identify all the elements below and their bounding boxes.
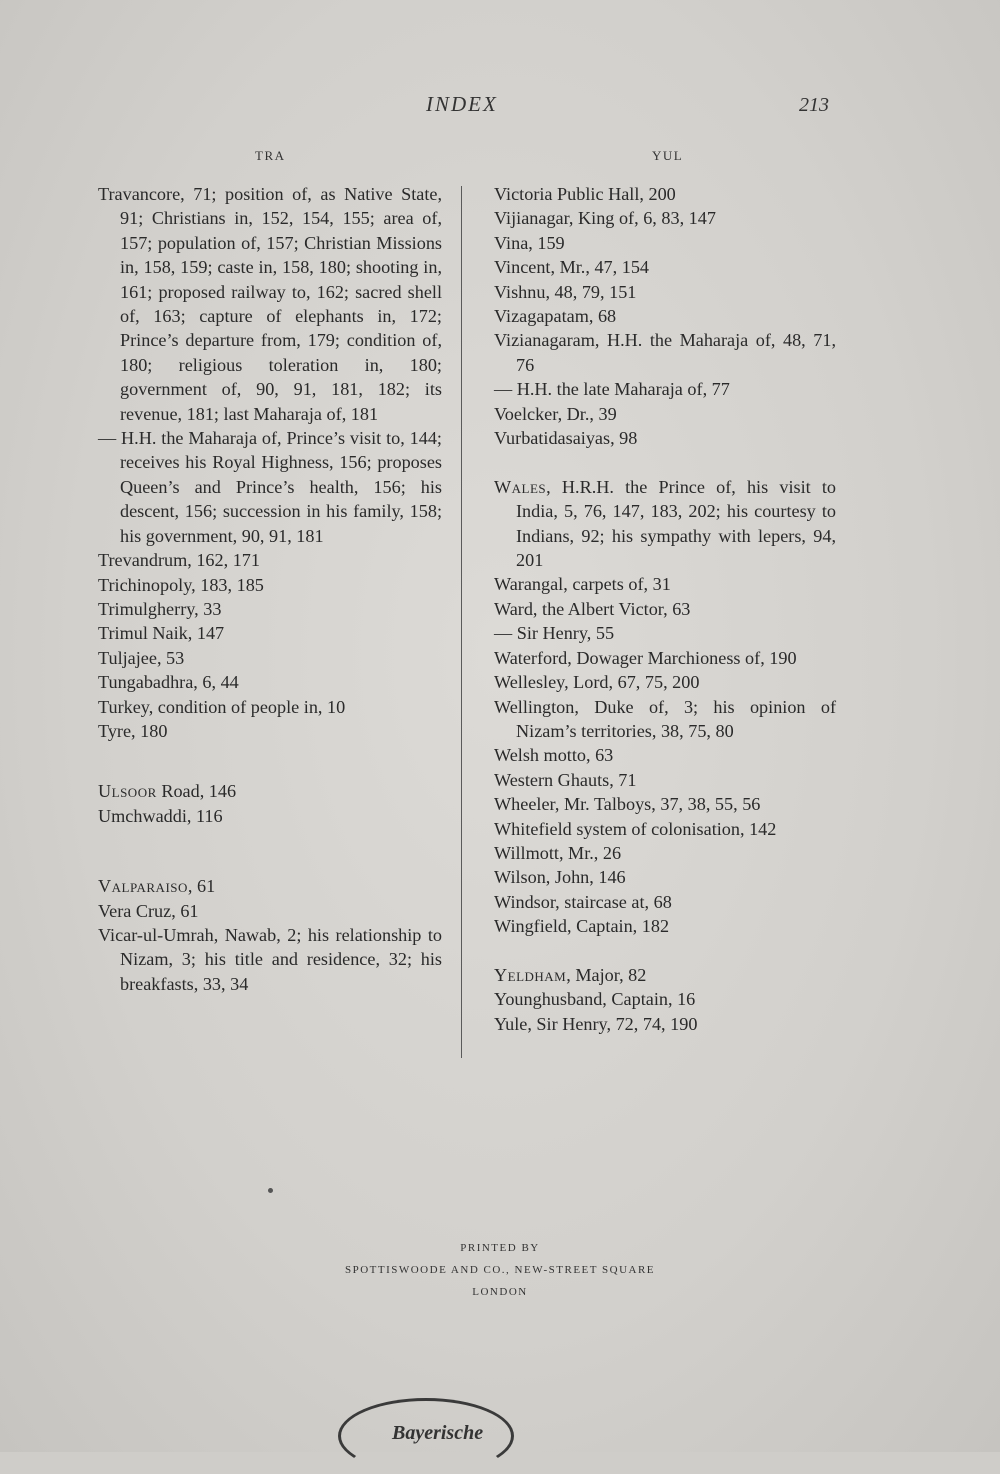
running-head bbox=[0, 92, 1000, 122]
index-entry: Vizianagaram, H.H. the Maharaja of, 48, 71, 76 bbox=[494, 330, 836, 375]
library-stamp-text: Bayerische bbox=[392, 1422, 484, 1444]
index-entry: Wellesley, Lord, 67, 75, 200 bbox=[494, 672, 700, 693]
entry-text: Road, 146 bbox=[156, 781, 237, 802]
ink-speck bbox=[268, 1188, 273, 1193]
index-entry: Wheeler, Mr. Talboys, 37, 38, 55, 56 bbox=[494, 794, 761, 815]
index-entry: — H.H. the late Maharaja of, 77 bbox=[494, 379, 730, 400]
index-entry: Welsh motto, 63 bbox=[494, 745, 614, 766]
index-entry: Umchwaddi, 116 bbox=[98, 805, 223, 826]
index-entry: Vina, 159 bbox=[494, 232, 565, 253]
index-entry bbox=[98, 874, 442, 898]
entry-text: , Major, 82 bbox=[566, 964, 647, 985]
index-entry: Yule, Sir Henry, 72, 74, 190 bbox=[494, 1013, 698, 1034]
imprint-line-2: SPOTTISWOODE AND CO., NEW-STREET SQUARE bbox=[344, 1264, 656, 1276]
letter-lead-word: Yeldham bbox=[494, 964, 567, 985]
index-entry bbox=[98, 779, 442, 803]
letter-lead-word: Ulsoor bbox=[98, 781, 157, 802]
index-entry: Whitefield system of colonisation, 142 bbox=[494, 818, 777, 839]
left-guide-word: TRA bbox=[255, 148, 286, 163]
index-entry: Younghusband, Captain, 16 bbox=[494, 989, 696, 1010]
index-entry: Vera Cruz, 61 bbox=[98, 900, 199, 921]
right-index-column bbox=[494, 182, 836, 1036]
right-guide-word: YUL bbox=[652, 148, 684, 163]
page-number: 213 bbox=[799, 94, 829, 116]
index-entry: Trimul Naik, 147 bbox=[98, 623, 225, 644]
index-entry: Wellington, Duke of, 3; his opinion of Nizam’s territories, 38, 75, 80 bbox=[494, 696, 836, 741]
index-entry: Windsor, staircase at, 68 bbox=[494, 891, 672, 912]
index-entry bbox=[494, 475, 836, 573]
index-entry: Wingfield, Captain, 182 bbox=[494, 916, 670, 937]
letter-lead-word: Valparaiso bbox=[98, 876, 188, 897]
index-entry: Waterford, Dowager Marchioness of, 190 bbox=[494, 647, 797, 668]
imprint-line-1: PRINTED BY bbox=[460, 1242, 540, 1254]
letter-gap bbox=[494, 939, 836, 963]
left-index-column bbox=[98, 182, 442, 996]
index-entry: Vijianagar, King of, 6, 83, 147 bbox=[494, 208, 716, 229]
index-entry: Willmott, Mr., 26 bbox=[494, 842, 622, 863]
index-entry: Vicar-ul-Umrah, Nawab, 2; his relationship to Nizam, 3; his title and residence, 32; his breakfasts, 33, 34 bbox=[98, 924, 442, 994]
index-entry: Warangal, carpets of, 31 bbox=[494, 574, 671, 595]
index-entry: Wilson, John, 146 bbox=[494, 867, 626, 888]
index-entry: Ward, the Albert Victor, 63 bbox=[494, 598, 691, 619]
index-entry: Vincent, Mr., 47, 154 bbox=[494, 257, 650, 278]
index-entry: Trichinopoly, 183, 185 bbox=[98, 574, 264, 595]
index-entry bbox=[494, 963, 836, 987]
index-entry: Voelcker, Dr., 39 bbox=[494, 403, 617, 424]
letter-gap bbox=[98, 828, 442, 864]
index-entry: Vizagapatam, 68 bbox=[494, 306, 617, 327]
entry-text: , 61 bbox=[187, 876, 216, 897]
column-divider bbox=[461, 186, 462, 1058]
entry-text: , H.R.H. the Prince of, his visit to India, 5, 76, 147, 183, 202; his courtesy to Indians, 92; his sympathy with lepers, 94, 201 bbox=[516, 476, 836, 571]
index-entry: Vishnu, 48, 79, 151 bbox=[494, 281, 637, 302]
index-entry: Travancore, 71; position of, as Native State, 91; Christians in, 152, 154, 155; area of, 157; population of, 157; Christian Missions in, 158, 159; caste in, 158, 180; shooting in, 161; proposed railway to, 162; sacred shell of, 163; capture of elephants in, 172; Prince’s departure from, 179; condition of, 180; religious toleration in, 180; government of, 90, 91, 181, 182; its revenue, 181; last Maharaja of, 181 bbox=[98, 184, 442, 424]
letter-lead-word: Wales bbox=[494, 476, 547, 497]
index-entry: Tungabadhra, 6, 44 bbox=[98, 672, 239, 693]
index-entry: Trevandrum, 162, 171 bbox=[98, 550, 260, 571]
index-entry: Victoria Public Hall, 200 bbox=[494, 184, 676, 204]
index-entry: — Sir Henry, 55 bbox=[494, 623, 615, 644]
letter-gap bbox=[98, 743, 442, 779]
index-entry: Western Ghauts, 71 bbox=[494, 769, 637, 790]
letter-gap bbox=[494, 450, 836, 474]
imprint-line-3: LONDON bbox=[472, 1286, 528, 1298]
index-entry: Turkey, condition of people in, 10 bbox=[98, 696, 346, 717]
index-entry: Vurbatidasaiyas, 98 bbox=[494, 428, 638, 449]
index-entry: — H.H. the Maharaja of, Prince’s visit to, 144; receives his Royal Highness, 156; proposes Queen’s and Prince’s health, 156; his descent, 156; succession in his family, 158; his government, 90, 91, 181 bbox=[98, 428, 442, 546]
index-entry: Trimulgherry, 33 bbox=[98, 598, 222, 619]
index-entry: Tyre, 180 bbox=[98, 720, 168, 741]
index-entry: Tuljajee, 53 bbox=[98, 647, 185, 668]
page-title: INDEX bbox=[426, 92, 498, 116]
